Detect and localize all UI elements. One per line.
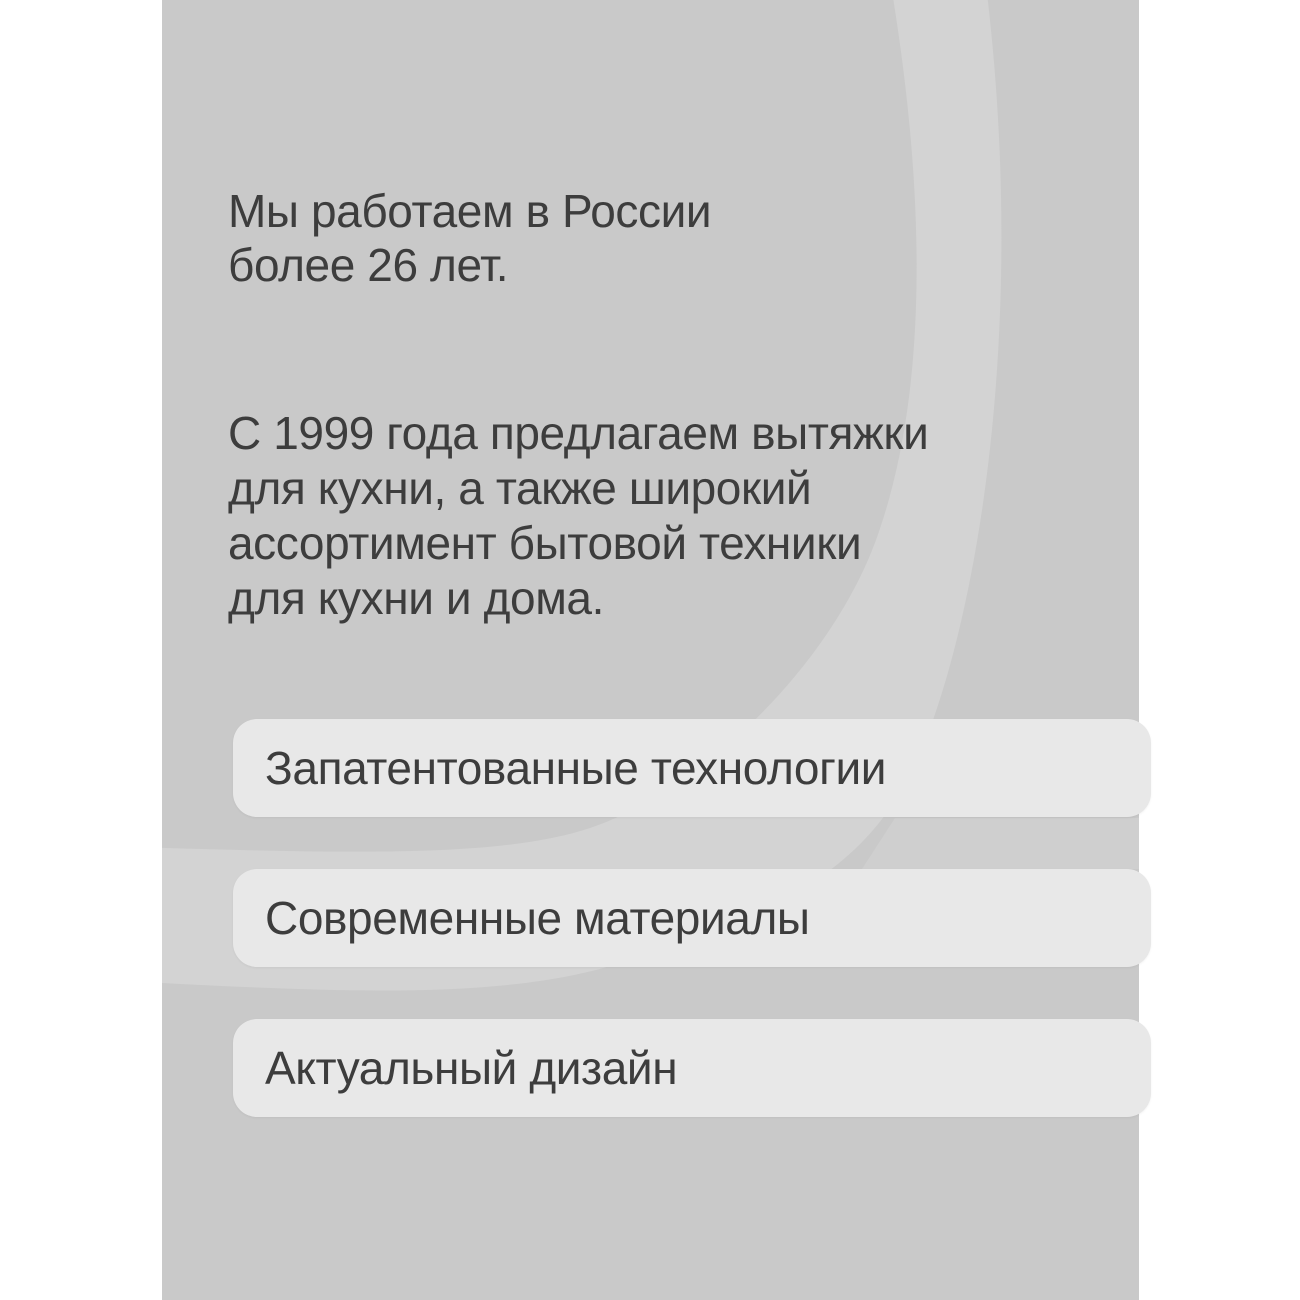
description-line: для кухни, а также широкий — [228, 462, 812, 514]
feature-pill — [233, 869, 1151, 967]
ripple-arc-secondary — [862, 818, 1139, 869]
heading-line: более 26 лет. — [228, 239, 509, 291]
description-line: С 1999 года предлагаем вытяжки — [228, 407, 929, 459]
feature-pill-label: Актуальный дизайн — [265, 1042, 678, 1094]
heading — [228, 184, 711, 292]
heading-line: Мы работаем в России — [228, 185, 712, 237]
feature-pill — [233, 1019, 1151, 1117]
promo-card — [162, 0, 1139, 1300]
feature-pill — [233, 719, 1151, 817]
description-line: ассортимент бытовой техники — [228, 517, 862, 569]
description-line: для кухни и дома. — [228, 572, 604, 624]
feature-pill-label: Запатентованные технологии — [265, 742, 887, 794]
feature-pill-label: Современные материалы — [265, 892, 810, 944]
description — [228, 406, 928, 626]
